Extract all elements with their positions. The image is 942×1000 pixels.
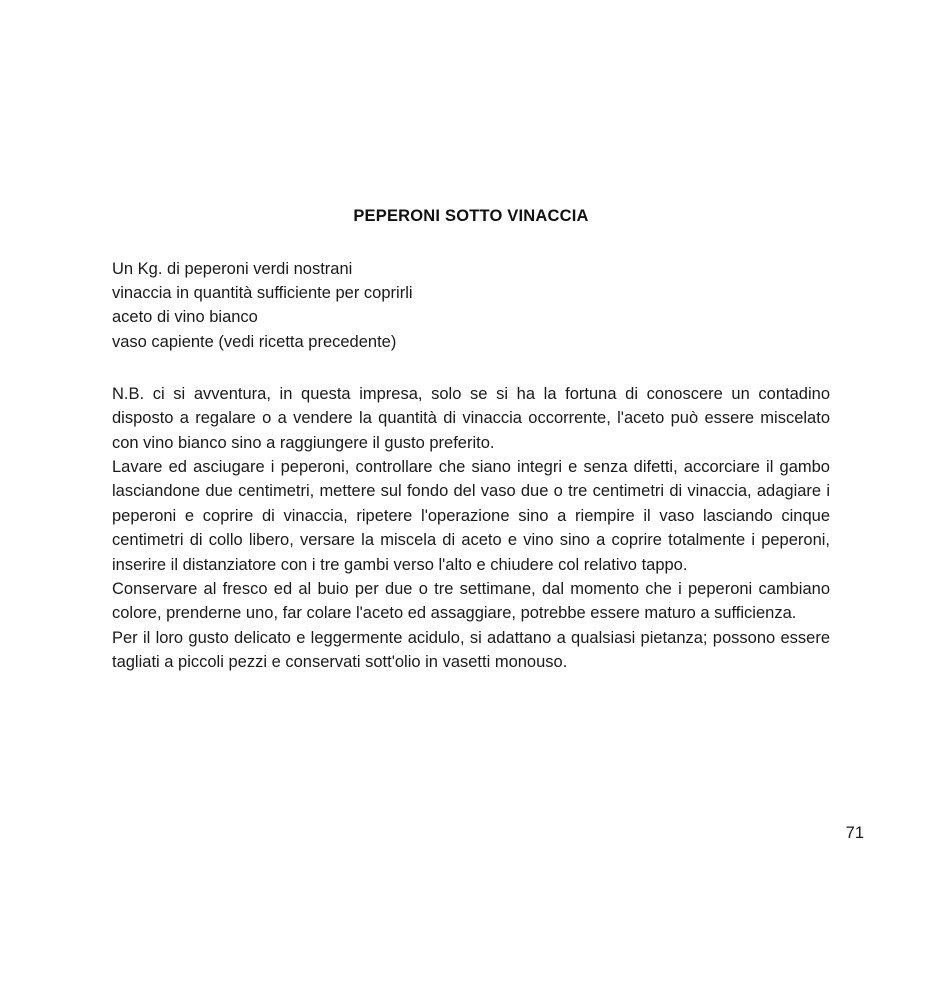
instructions-body (112, 382, 830, 675)
page-title: PEPERONI SOTTO VINACCIA (353, 207, 589, 225)
page-number: 71 (845, 824, 864, 842)
ingredient-item: aceto di vino bianco (112, 308, 258, 327)
storage-paragraph: Conservare al fresco ed al buio per due o tre settimane, dal momento che i peperoni cambiano colore, prenderne uno, far colare l'aceto ed assaggiare, potrebbe essere maturo a sufficienza. (112, 580, 830, 623)
ingredient-item: Un Kg. di peperoni verdi nostrani (112, 260, 353, 278)
note-paragraph: N.B. ci si avventura, in questa impresa, solo se si ha la fortuna di conoscere un contadino disposto a regalare o a vendere la quantità di vinaccia occorrente, l'aceto può essere miscelato con vino bianco sino a raggiungere il gusto preferito. (112, 384, 830, 452)
page-content (112, 205, 830, 675)
ingredients-list (112, 257, 830, 354)
ingredient-item: vaso capiente (vedi ricetta precedente) (112, 332, 397, 351)
ingredient-item: vinaccia in quantità sufficiente per coprirli (112, 284, 413, 303)
serving-paragraph: Per il loro gusto delicato e leggermente acidulo, si adattano a qualsiasi pietanza; possono essere tagliati a piccoli pezzi e conservati sott'olio in vasetti monouso. (112, 628, 830, 672)
preparation-paragraph: Lavare ed asciugare i peperoni, controllare che siano integri e senza difetti, accorciare il gambo lasciandone due centimetri, mettere sul fondo del vaso due o tre centimetri di vinaccia, adagiare i peperoni e coprire di vinaccia, ripetere l'operazione sino a riempire il vaso lasciando cinque centimetri di collo libero, versare la miscela di aceto e vino sino a coprire totalmente i peperoni, inserire il distanziatore con i tre gambi verso l'alto e chiudere col relativo tappo. (112, 458, 830, 574)
